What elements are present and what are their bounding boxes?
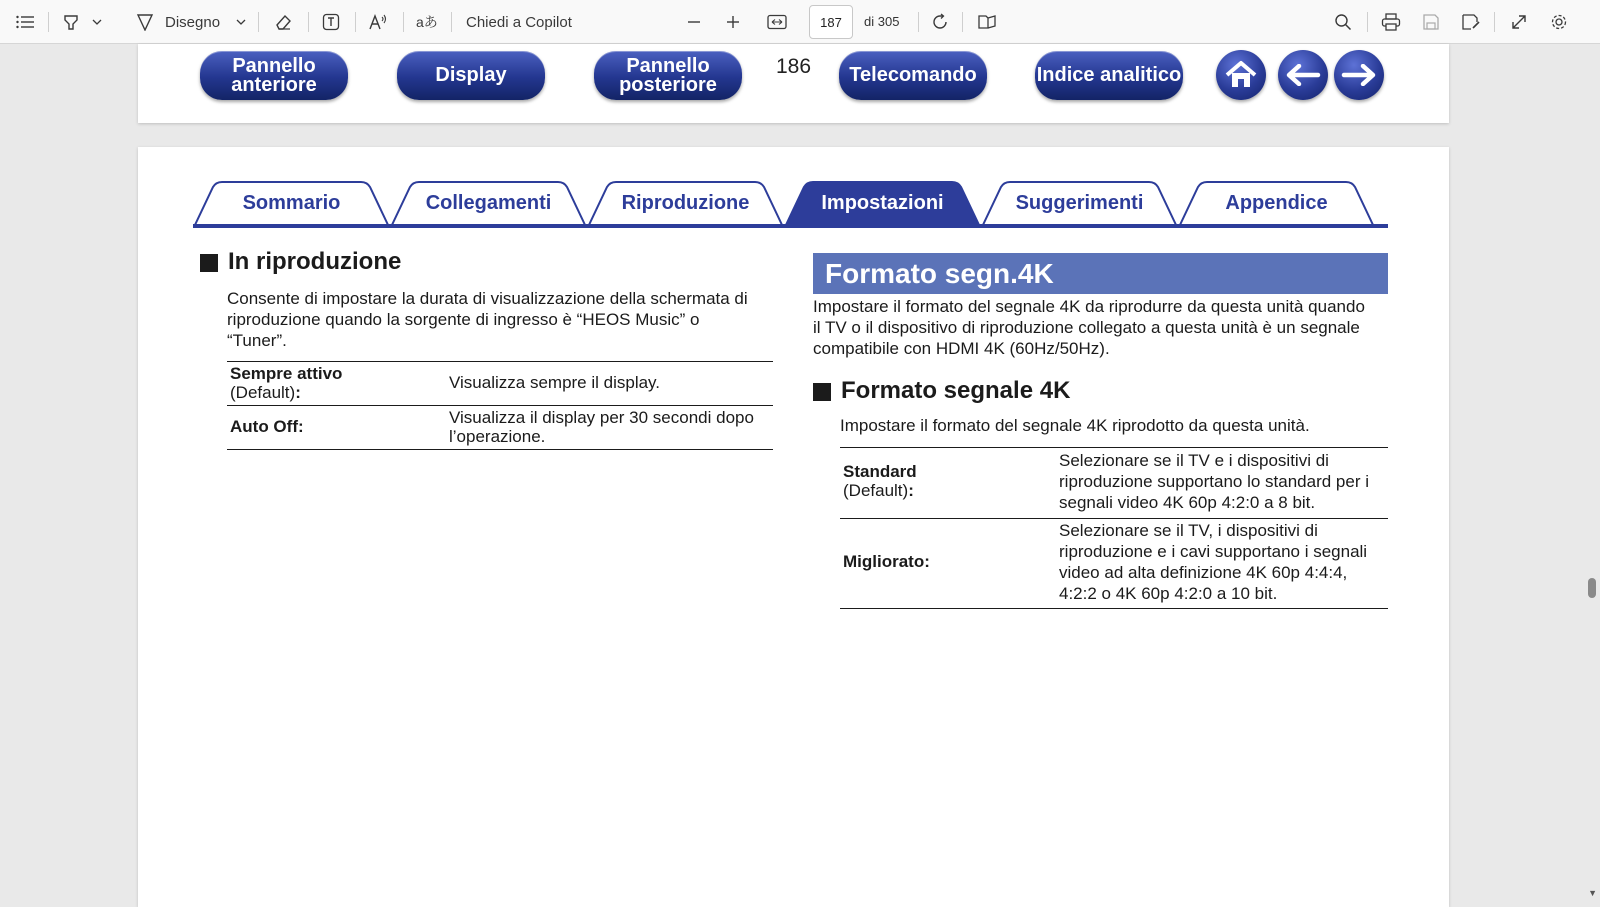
option-enhanced-desc: Selezionare se il TV, i dispositivi di riproduzione e i cavi supportano i segnali video ad alta definizione 4K 60p 4:4:4, 4:2:2 o 4K 60p 4:2:0 a 10 bit. [1059, 521, 1368, 603]
page-number-input[interactable]: 187 [809, 5, 853, 39]
rear-panel-button[interactable] [594, 51, 742, 100]
front-panel-button[interactable] [200, 51, 348, 100]
arrow-left-icon [1285, 64, 1321, 86]
4k-signal-description: Impostare il formato del segnale 4K riprodotto da questa unità. [840, 416, 1310, 435]
heading-bullet [813, 383, 831, 401]
index-label: Indice analitico [1036, 64, 1182, 86]
rear-panel-label-line2: posteriore [619, 73, 717, 96]
section-tabs [193, 181, 1388, 229]
tab-collegamenti[interactable] [390, 181, 587, 225]
tabs-underline [193, 224, 1388, 228]
contents-icon[interactable] [12, 0, 38, 44]
search-icon[interactable] [1330, 0, 1356, 44]
front-panel-label-line2: anteriore [231, 73, 317, 96]
tab-appendice[interactable] [1178, 181, 1375, 225]
table-rule [227, 449, 773, 450]
option-always-on-name: Sempre attivo (Default): [230, 364, 343, 402]
page-number: 186 [776, 55, 812, 78]
chevron-down-icon[interactable] [90, 0, 104, 44]
table-rule [227, 361, 773, 362]
save-icon [1418, 0, 1444, 44]
option-always-on-desc: Visualizza sempre il display. [449, 373, 661, 392]
tab-sommario[interactable] [193, 181, 390, 225]
home-icon [1224, 60, 1258, 90]
svg-text:aあ: aあ [416, 14, 438, 30]
fit-page-icon[interactable] [764, 0, 790, 44]
rotate-icon[interactable] [927, 0, 953, 44]
table-rule [227, 405, 773, 406]
rear-panel-label-line1: Pannello [626, 54, 710, 77]
tab-appendice-label: Appendice [1225, 191, 1328, 214]
table-rule [840, 447, 1388, 448]
tab-collegamenti-label: Collegamenti [425, 191, 552, 214]
display-button[interactable] [397, 51, 545, 100]
arrow-right-icon [1341, 64, 1377, 86]
print-icon[interactable] [1378, 0, 1404, 44]
vertical-scrollbar[interactable] [1584, 44, 1600, 900]
eraser-icon[interactable] [270, 0, 296, 44]
page-view-icon[interactable] [974, 0, 1000, 44]
draw-label[interactable]: Disegno [165, 13, 221, 31]
4k-format-intro: Impostare il formato del segnale 4K da riprodurre da questa unità quando il TV o il dispositivo di riproduzione collegato a questa unità è un segnale compatibile con HDMI 4K (60Hz/50Hz). [813, 297, 1365, 358]
section-heading-4k-signal: Formato segnale 4K [841, 377, 1071, 404]
scroll-down-arrow-icon[interactable]: ▼ [1588, 888, 1597, 898]
back-button[interactable] [1278, 50, 1328, 100]
fullscreen-icon[interactable] [1506, 0, 1532, 44]
front-panel-label-line1: Pannello [232, 54, 316, 77]
read-aloud-icon[interactable] [365, 0, 391, 44]
highlight-icon[interactable] [58, 0, 84, 44]
tab-sommario-label: Sommario [242, 191, 341, 214]
pdf-page-187 [138, 147, 1449, 907]
page-total: di 305 [864, 14, 900, 29]
home-button[interactable] [1216, 50, 1266, 100]
option-enhanced-name: Migliorato: [843, 552, 930, 571]
index-button[interactable] [1035, 51, 1183, 100]
text-box-icon[interactable] [318, 0, 344, 44]
option-standard-desc: Selezionare se il TV e i dispositivi di riproduzione supportano lo standard per i segnali video 4K 60p 4:2:0 a 8 bit. [1059, 451, 1369, 512]
heading-bullet [200, 254, 218, 272]
tab-impostazioni[interactable] [784, 181, 981, 225]
remote-control-label: Telecomando [849, 64, 977, 86]
tab-suggerimenti[interactable] [981, 181, 1178, 225]
translate-icon[interactable] [413, 0, 441, 44]
save-as-icon[interactable] [1458, 0, 1484, 44]
table-rule [840, 608, 1388, 609]
remote-control-button[interactable] [839, 51, 987, 100]
zoom-out-icon[interactable] [684, 0, 704, 44]
tab-suggerimenti-label: Suggerimenti [1015, 191, 1144, 214]
ask-copilot-button[interactable]: Chiedi a Copilot [466, 13, 572, 31]
option-standard-name: Standard (Default): [843, 462, 917, 500]
option-auto-off-name: Auto Off: [230, 417, 304, 436]
settings-gear-icon[interactable] [1546, 0, 1572, 44]
tab-impostazioni-label: Impostazioni [821, 191, 944, 214]
display-label: Display [435, 64, 507, 86]
pdf-toolbar [0, 0, 1600, 44]
section-heading-playback: In riproduzione [228, 248, 402, 275]
option-auto-off-desc: Visualizza il display per 30 secondi dopo l’operazione. [449, 408, 754, 446]
playback-description: Consente di impostare la durata di visualizzazione della schermata di riproduzione quando la sorgente di ingresso è “HEOS Music” o “Tuner”. [227, 289, 748, 350]
pdf-page-186 [138, 44, 1449, 123]
table-rule [840, 518, 1388, 519]
draw-icon[interactable] [134, 0, 156, 44]
forward-button[interactable] [1334, 50, 1384, 100]
zoom-in-icon[interactable] [723, 0, 743, 44]
section-banner-4k-format: Formato segn.4K [813, 253, 1388, 294]
tab-riproduzione[interactable] [587, 181, 784, 225]
tab-riproduzione-label: Riproduzione [621, 191, 750, 214]
scrollbar-thumb[interactable] [1588, 578, 1596, 598]
chevron-down-icon[interactable] [234, 0, 248, 44]
